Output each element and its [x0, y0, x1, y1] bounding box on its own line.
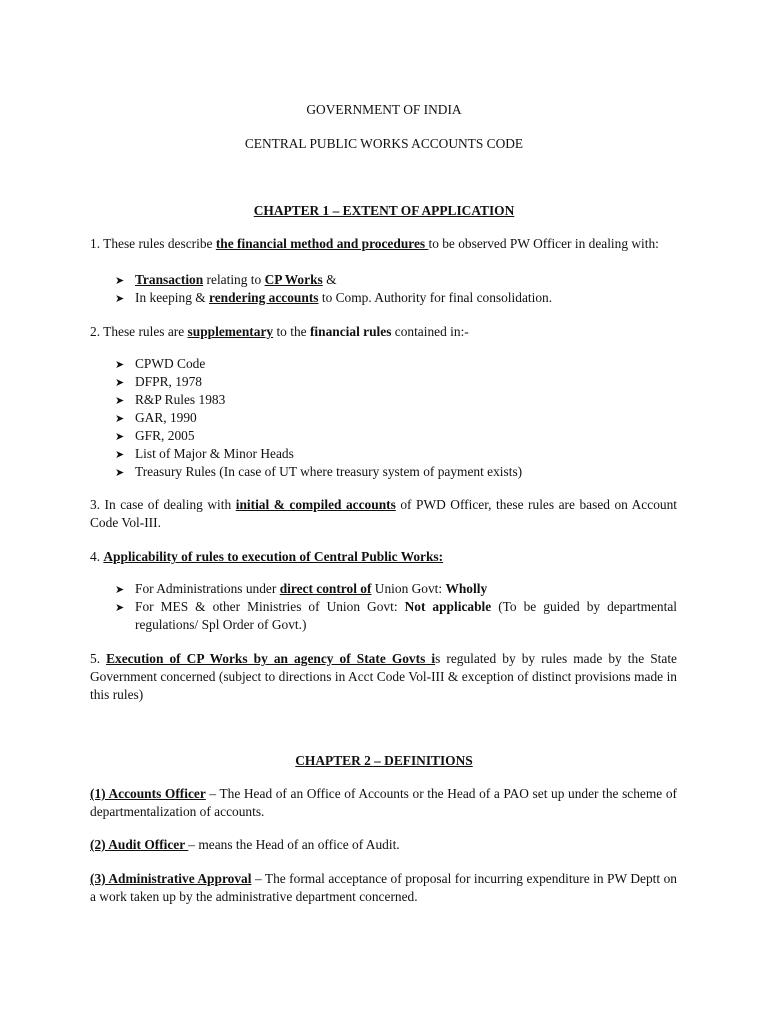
arrow-bullet-icon: ➤ — [115, 448, 125, 461]
bullet-term: Wholly — [445, 581, 488, 596]
chapter-1-title: CHAPTER 1 – EXTENT OF APPLICATION — [253, 203, 515, 218]
paragraph-4 — [90, 548, 677, 566]
p1-text: 1. These rules describe — [90, 236, 216, 251]
p5-text: s regulated by by rules made by the State Government concerned (subject to directions in Acct Code Vol-III & exception of distinct provisions made in this rules) — [90, 651, 677, 702]
definition-text: – The Head of an Office of Accounts or the Head of a PAO set up under the scheme of departmentalization of accounts. — [90, 786, 677, 819]
p1-emphasis: the financial method and procedures — [215, 236, 429, 251]
bullet-text: In keeping & — [135, 290, 210, 305]
definition-term: (1) Accounts Officer — [90, 786, 206, 801]
arrow-bullet-icon: ➤ — [115, 394, 125, 407]
bullet-text: relating to — [203, 272, 265, 287]
arrow-bullet-icon: ➤ — [115, 358, 125, 371]
arrow-bullet-icon: ➤ — [115, 274, 125, 287]
bullet-text: Union Govt: — [371, 581, 446, 596]
list-item-text: GAR, 1990 — [135, 410, 197, 425]
definition-term: (2) Audit Officer — [90, 837, 189, 852]
bullet-transaction — [115, 271, 677, 290]
p4-number: 4. — [90, 549, 104, 564]
arrow-bullet-icon: ➤ — [115, 601, 125, 614]
p2-text: 2. These rules are — [90, 324, 188, 339]
list-item-text: R&P Rules 1983 — [135, 392, 226, 407]
list-item — [115, 427, 677, 446]
p1-text-end: to be observed PW Officer in dealing with: — [428, 236, 659, 251]
p3-text: 3. In case of dealing with — [90, 497, 236, 512]
p3-text-end: of PWD Officer, these rules are based on Account Code Vol-III. — [90, 497, 677, 530]
definition-accounts-officer — [90, 785, 677, 821]
p2-text-mid: to the — [273, 324, 310, 339]
list-item-text: GFR, 2005 — [135, 428, 195, 443]
definition-administrative-approval — [90, 870, 677, 906]
definition-audit-officer — [90, 836, 677, 854]
bullet-text: to Comp. Authority for final consolidation. — [318, 290, 553, 305]
arrow-bullet-icon: ➤ — [115, 430, 125, 443]
definition-text: – The formal acceptance of proposal for incurring expenditure in PW Deptt on a work taken up by the administrative department concerned. — [90, 871, 677, 904]
paragraph-1 — [90, 235, 677, 253]
p3-emphasis: initial & compiled accounts — [235, 497, 396, 512]
bullet-mes — [115, 598, 678, 632]
definition-text: – means the Head of an office of Audit. — [188, 837, 400, 852]
arrow-bullet-icon: ➤ — [115, 412, 125, 425]
bullet-direct-control — [115, 580, 677, 599]
list-item — [115, 355, 677, 374]
p2-text-end: contained in:- — [391, 324, 469, 339]
bullet-term: CP Works — [264, 272, 323, 287]
arrow-bullet-icon: ➤ — [115, 466, 125, 479]
arrow-bullet-icon: ➤ — [115, 376, 125, 389]
paragraph-5 — [90, 650, 677, 704]
list-item — [115, 391, 677, 410]
list-item-text: List of Major & Minor Heads — [135, 446, 294, 461]
bullet-term: rendering accounts — [209, 290, 319, 305]
list-item-text: CPWD Code — [135, 356, 206, 371]
chapter-2-title: CHAPTER 2 – DEFINITIONS — [295, 753, 473, 768]
list-item-text: DFPR, 1978 — [135, 374, 202, 389]
bullet-text: (To be guided by departmental regulations/ Spl Order of Govt.) — [135, 599, 678, 632]
bullet-text: For MES & other Ministries of Union Govt: — [135, 599, 405, 614]
bullet-text: & — [322, 272, 337, 287]
p5-emphasis: Execution of CP Works by an agency of State Govts i — [106, 651, 436, 666]
paragraph-3 — [90, 496, 677, 532]
bullet-term: direct control of — [279, 581, 372, 596]
list-item-text: Treasury Rules (In case of UT where treasury system of payment exists) — [135, 464, 523, 479]
bullet-text: For Administrations under — [135, 581, 280, 596]
bullet-term: Transaction — [135, 272, 204, 287]
definition-term: (3) Administrative Approval — [90, 871, 252, 886]
list-item — [115, 445, 677, 464]
p5-number: 5. — [90, 651, 107, 666]
p2-emphasis-supplementary: supplementary — [187, 324, 274, 339]
paragraph-2 — [90, 323, 677, 341]
arrow-bullet-icon: ➤ — [115, 292, 125, 305]
p2-emphasis-financial-rules: financial rules — [309, 324, 392, 339]
bullet-term: Not applicable — [404, 599, 492, 614]
bullet-rendering-accounts — [115, 289, 677, 308]
header-line-2: CENTRAL PUBLIC WORKS ACCOUNTS CODE — [244, 136, 524, 151]
list-item — [115, 463, 677, 482]
arrow-bullet-icon: ➤ — [115, 583, 125, 596]
header-line-1: GOVERNMENT OF INDIA — [306, 102, 462, 117]
list-item — [115, 373, 677, 392]
p4-heading: Applicability of rules to execution of Central Public Works: — [103, 549, 444, 564]
list-item — [115, 409, 677, 428]
